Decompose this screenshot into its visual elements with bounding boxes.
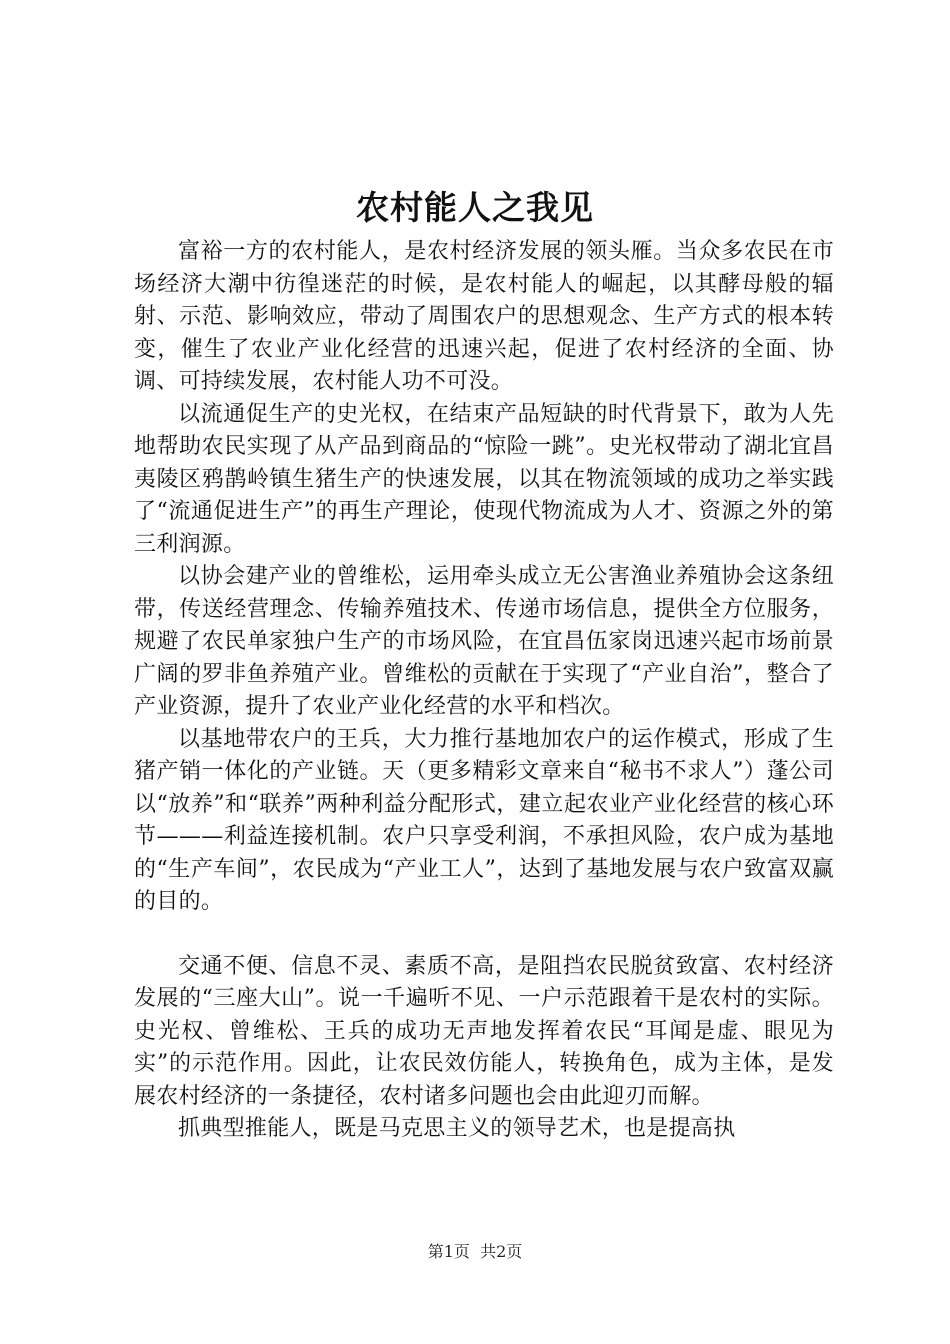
page-number: 第1页 共2页 (427, 1242, 523, 1261)
paragraph-wang-bing: 以基地带农户的王兵，大力推行基地加农户的运作模式，形成了生猪产销一体化的产业链。天（更多精彩文章来自“秘书不求人”）蓬公司以“放养”和“联养”两种利益分配形式，建立起农业产业化经营的核心环节———利益连接机制。农户只享受利润，不承担风险，农户成为基地的“生产车间”，农民成为“产业工人”，达到了基地发展与农户致富双赢的目的。 (134, 726, 834, 914)
paragraph-shi-guangquan: 以流通促生产的史光权，在结束产品短缺的时代背景下，敢为人先地帮助农民实现了从产品到商品的“惊险一跳”。史光权带动了湖北宜昌夷陵区鸦鹊岭镇生猪生产的快速发展，以其在物流领域的成功之举实践了“流通促进生产”的再生产理论，使现代物流成为人才、资源之外的第三利润源。 (134, 401, 834, 557)
document-title: 农村能人之我见 (356, 188, 594, 227)
paragraph-zeng-weisong: 以协会建产业的曾维松，运用牵头成立无公害渔业养殖协会这条纽带，传送经营理念、传输养殖技术、传递市场信息，提供全方位服务，规避了农民单家独户生产的市场风险，在宜昌伍家岗迅速兴起市场前景广阔的罗非鱼养殖产业。曾维松的贡献在于实现了“产业自治”，整合了产业资源，提升了农业产业化经营的水平和档次。 (134, 564, 834, 719)
paragraph-continued: 抓典型推能人，既是马克思主义的领导艺术，也是提高执 (178, 1116, 736, 1141)
page-footer (0, 1240, 950, 1264)
document-body (134, 236, 834, 1146)
paragraph-intro: 富裕一方的农村能人，是农村经济发展的领头雁。当众多农民在市场经济大潮中彷徨迷茫的时候，是农村能人的崛起，以其酵母般的辐射、示范、影响效应，带动了周围农户的思想观念、生产方式的根本转变，催生了农业产业化经营的迅速兴起，促进了农村经济的全面、协调、可持续发展，农村能人功不可没。 (134, 239, 834, 394)
paragraph-three-mountains: 交通不便、信息不灵、素质不高，是阻挡农民脱贫致富、农村经济发展的“三座大山”。说一千遍听不见、一户示范跟着干是农村的实际。史光权、曾维松、王兵的成功无声地发挥着农民“耳闻是虚、眼见为实”的示范作用。因此，让农民效仿能人，转换角色，成为主体，是发展农村经济的一条捷径，农村诸多问题也会由此迎刃而解。 (134, 953, 834, 1109)
